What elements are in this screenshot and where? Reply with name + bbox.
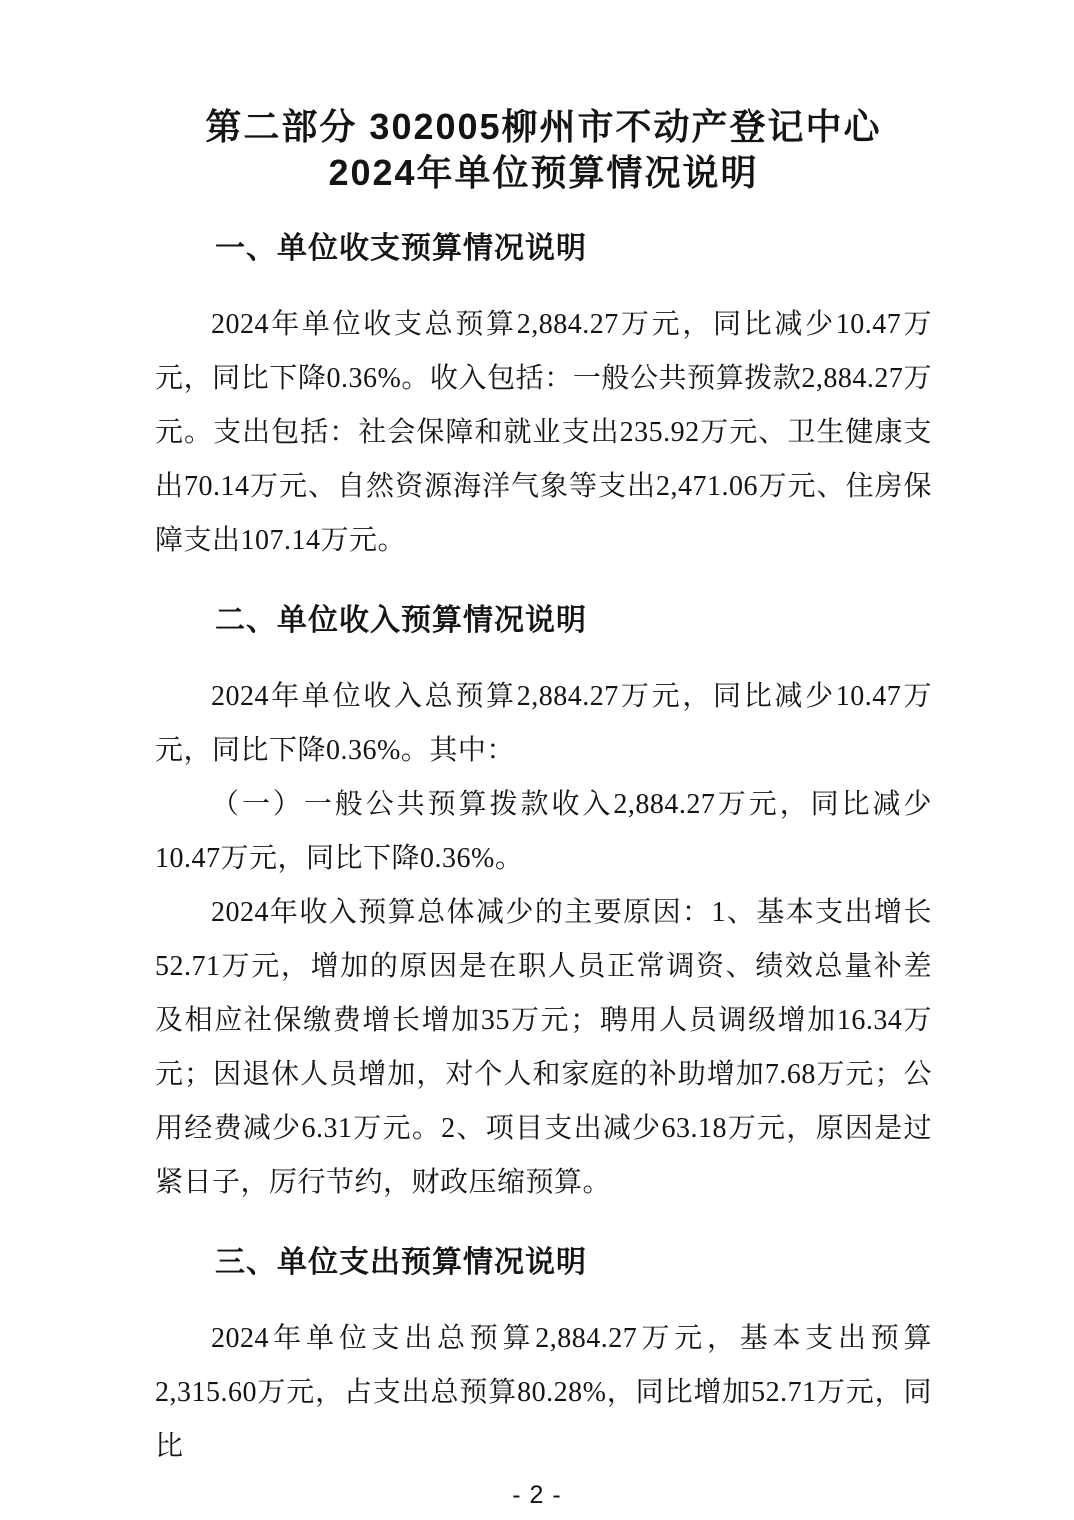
- section-income: [155, 602, 932, 1210]
- section-expenditure: [155, 1244, 932, 1474]
- paragraph: 2024年单位收支总预算2,884.27万元，同比减少10.47万元，同比下降0.36%。收入包括：一般公共预算拨款2,884.27万元。支出包括：社会保障和就业支出235.92万元、卫生健康支出70.14万元、自然资源海洋气象等支出2,471.06万元、住房保障支出107.14万元。: [155, 309, 932, 556]
- document-title: [155, 104, 932, 196]
- section-body-1: [155, 298, 932, 568]
- section-heading-1: 一、单位收支预算情况说明: [215, 232, 587, 265]
- document-title-line-1: 第二部分 302005柳州市不动产登记中心: [205, 106, 882, 147]
- section-body-2: [155, 670, 932, 1210]
- paragraph: （一）一般公共预算拨款收入2,884.27万元，同比减少10.47万元，同比下降0.36%。: [155, 789, 932, 874]
- section-income-expenditure: [155, 230, 932, 568]
- section-heading-3: 三、单位支出预算情况说明: [215, 1246, 587, 1279]
- paragraph: 2024年收入预算总体减少的主要原因：1、基本支出增长52.71万元，增加的原因是在职人员正常调资、绩效总量补差及相应社保缴费增长增加35万元；聘用人员调级增加16.34万元；因退休人员增加，对个人和家庭的补助增加7.68万元；公用经费减少6.31万元。2、项目支出减少63.18万元，原因是过紧日子，厉行节约，财政压缩预算。: [155, 897, 932, 1198]
- paragraph: 2024年单位支出总预算2,884.27万元，基本支出预算2,315.60万元，占支出总预算80.28%，同比增加52.71万元，同比: [155, 1323, 932, 1462]
- section-body-3: [155, 1312, 932, 1474]
- section-heading-2: 二、单位收入预算情况说明: [215, 604, 587, 637]
- page-number: - 2 -: [512, 1481, 562, 1509]
- paragraph: 2024年单位收入总预算2,884.27万元，同比减少10.47万元，同比下降0.36%。其中：: [155, 681, 932, 766]
- document-title-line-2: 2024年单位预算情况说明: [328, 152, 759, 193]
